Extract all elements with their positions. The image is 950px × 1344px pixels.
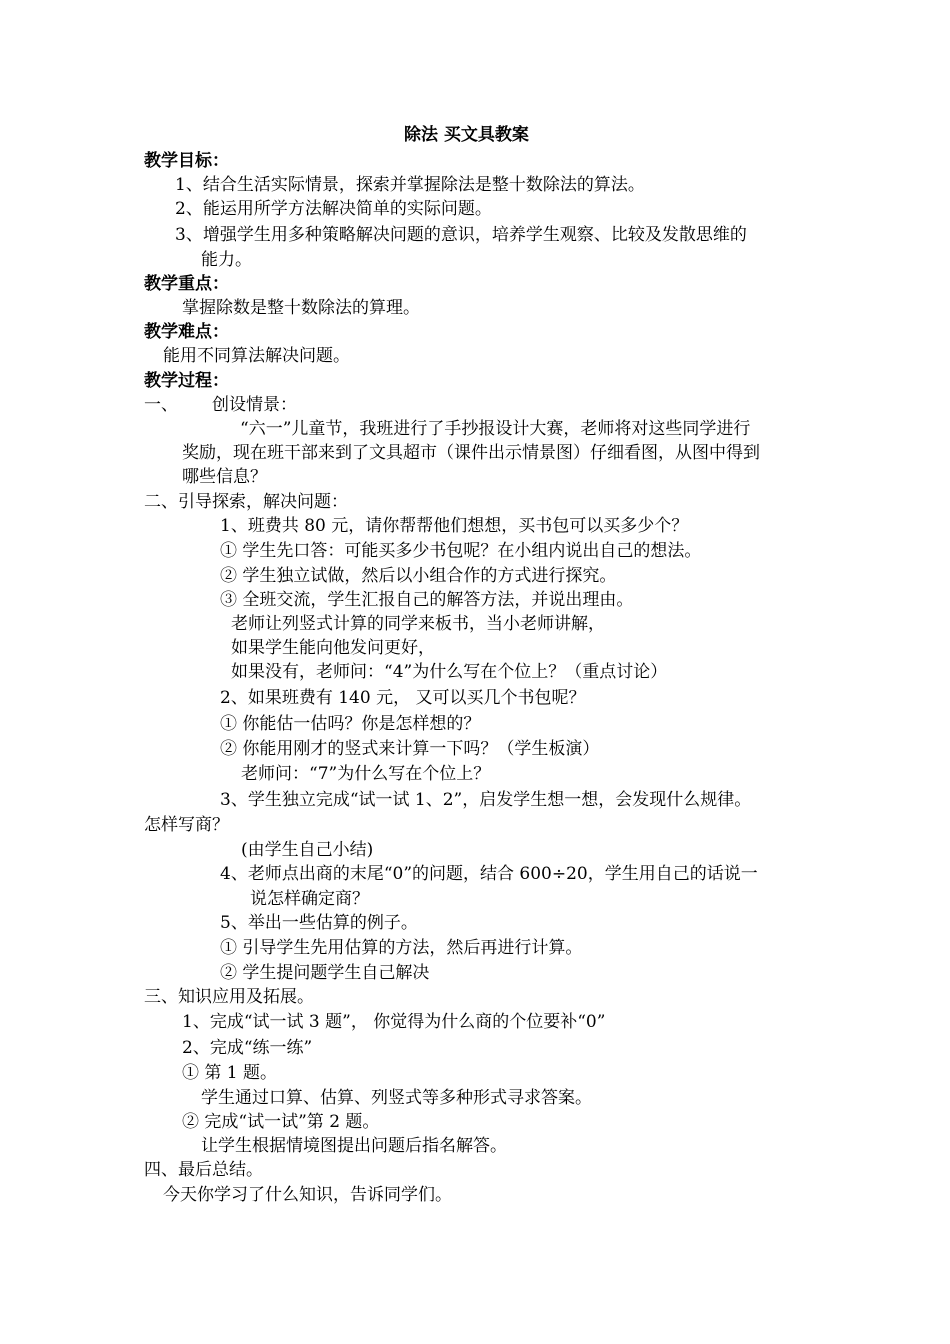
difficulty-heading: 教学难点： <box>144 322 229 342</box>
section2-line-10: ② 你能用刚才的竖式来计算一下吗？（学生板演） <box>220 739 600 759</box>
section2-line-2: ① 学生先口答：可能买多少书包呢？在小组内说出自己的想法。 <box>220 541 702 561</box>
section2-title: 二、引导探索，解决问题： <box>144 492 348 512</box>
section3-line-5: ② 完成“试一试”第 2 题。 <box>182 1112 380 1132</box>
section2-line-5: 老师让列竖式计算的同学来板书，当小老师讲解， <box>231 614 605 634</box>
section1-line-3: 哪些信息？ <box>182 467 267 487</box>
section2-line-6: 如果学生能向他发问更好， <box>231 638 435 658</box>
key-point-text: 掌握除数是整十数除法的算理。 <box>182 298 420 318</box>
section1-line-2: 奖励，现在班干部来到了文具超市（课件出示情景图）仔细看图，从图中得到 <box>182 443 760 463</box>
section2-line-11: 老师问：“7”为什么写在个位上？ <box>241 764 491 784</box>
section2-line-12: 3、学生独立完成“试一试 1、2”，启发学生想一想，会发现什么规律。 <box>220 790 752 810</box>
section2-line-14: (由学生自己小结) <box>241 840 374 860</box>
section2-line-16: 说怎样确定商？ <box>250 889 369 909</box>
section1-line-1: “六一”儿童节，我班进行了手抄报设计大赛，老师将对这些同学进行 <box>240 419 751 439</box>
section2-line-4: ③ 全班交流，学生汇报自己的解答方法，并说出理由。 <box>220 590 634 610</box>
section2-line-15: 4、老师点出商的末尾“0”的问题，结合 600÷20，学生用自己的话说一 <box>220 864 758 884</box>
section3-title: 三、知识应用及拓展。 <box>144 987 314 1007</box>
section2-line-9: ① 你能估一估吗？你是怎样想的？ <box>220 714 481 734</box>
section2-line-19: ② 学生提问题学生自己解决 <box>220 963 430 983</box>
section4-title: 四、最后总结。 <box>144 1160 263 1180</box>
key-point-heading: 教学重点： <box>144 274 229 294</box>
difficulty-text: 能用不同算法解决问题。 <box>163 346 350 366</box>
section1-title: 创设情景： <box>212 395 297 415</box>
section2-line-8: 2、如果班费有 140 元， 又可以买几个书包呢？ <box>220 688 586 708</box>
process-heading: 教学过程： <box>144 371 229 391</box>
page-title: 除法 买文具教案 <box>404 125 529 145</box>
section3-line-3: ① 第 1 题。 <box>182 1063 278 1083</box>
objective-3-cont: 能力。 <box>201 250 252 270</box>
section2-line-3: ② 学生独立试做，然后以小组合作的方式进行探究。 <box>220 566 617 586</box>
section1-number: 一、 <box>144 395 178 415</box>
section3-line-2: 2、完成“练一练” <box>182 1038 313 1058</box>
section2-line-13: 怎样写商？ <box>144 815 229 835</box>
objectives-heading: 教学目标： <box>144 151 229 171</box>
section2-line-7: 如果没有，老师问：“4”为什么写在个位上？（重点讨论） <box>231 662 668 682</box>
objective-3: 3、增强学生用多种策略解决问题的意识，培养学生观察、比较及发散思维的 <box>175 225 747 245</box>
objective-2: 2、能运用所学方法解决简单的实际问题。 <box>175 199 492 219</box>
section3-line-4: 学生通过口算、估算、列竖式等多种形式寻求答案。 <box>201 1088 592 1108</box>
section2-line-17: 5、举出一些估算的例子。 <box>220 913 418 933</box>
section2-line-1: 1、班费共 80 元，请你帮帮他们想想，买书包可以买多少个？ <box>220 516 689 536</box>
objective-1: 1、结合生活实际情景，探索并掌握除法是整十数除法的算法。 <box>175 175 645 195</box>
section2-line-18: ① 引导学生先用估算的方法，然后再进行计算。 <box>220 938 583 958</box>
section4-line-1: 今天你学习了什么知识，告诉同学们。 <box>163 1185 452 1205</box>
section3-line-1: 1、完成“试一试 3 题”， 你觉得为什么商的个位要补“0” <box>182 1012 606 1032</box>
section3-line-6: 让学生根据情境图提出问题后指名解答。 <box>201 1136 507 1156</box>
